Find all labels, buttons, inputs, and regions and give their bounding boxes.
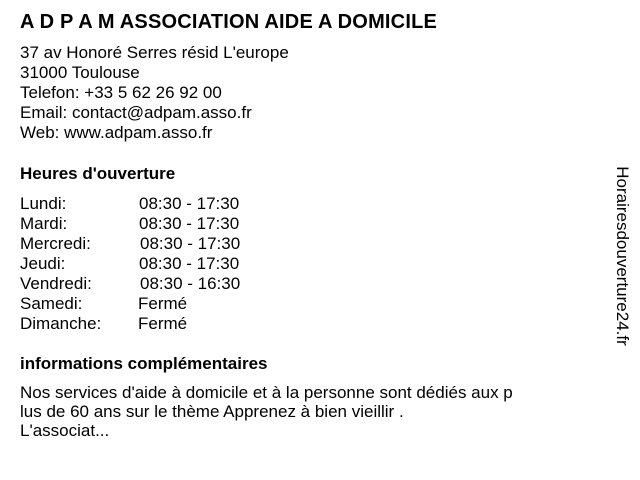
email: Email: contact@adpam.asso.fr xyxy=(20,103,252,122)
time-value: 08:30 - 17:30 xyxy=(140,234,241,253)
day-label: Vendredi: xyxy=(20,274,92,293)
time-value: 08:30 - 17:30 xyxy=(139,254,240,273)
day-label: Lundi: xyxy=(20,194,67,213)
time-value: 08:30 - 17:30 xyxy=(139,194,240,213)
time-value: 08:30 - 17:30 xyxy=(139,214,240,233)
day-label: Dimanche: xyxy=(20,314,102,333)
time-value: 08:30 - 16:30 xyxy=(140,274,241,293)
city: 31000 Toulouse xyxy=(20,63,140,82)
phone: Telefon: +33 5 62 26 92 00 xyxy=(20,83,222,102)
time-value: Fermé xyxy=(138,294,188,313)
day-label: Mercredi: xyxy=(20,234,91,253)
hours-heading: Heures d'ouverture xyxy=(20,164,176,183)
contact-block xyxy=(20,43,289,143)
info-line: L'associat... xyxy=(20,421,110,440)
website: Web: www.adpam.asso.fr xyxy=(20,123,213,142)
site-watermark: Horairesdouverture24.fr xyxy=(613,166,632,346)
time-value: Fermé xyxy=(138,314,188,333)
day-label: Samedi: xyxy=(20,294,83,313)
info-text xyxy=(20,383,600,440)
business-title: A D P A M ASSOCIATION AIDE A DOMICILE xyxy=(20,11,438,33)
info-heading: informations complémentaires xyxy=(20,354,268,373)
day-label: Mardi: xyxy=(20,214,68,233)
day-label: Jeudi: xyxy=(20,254,66,273)
address: 37 av Honoré Serres résid L'europe xyxy=(20,43,289,62)
info-line: Nos services d'aide à domicile et à la personne sont dédiés aux p xyxy=(20,383,513,402)
info-line: lus de 60 ans sur le thème Apprenez à bien vieillir . xyxy=(20,402,404,421)
